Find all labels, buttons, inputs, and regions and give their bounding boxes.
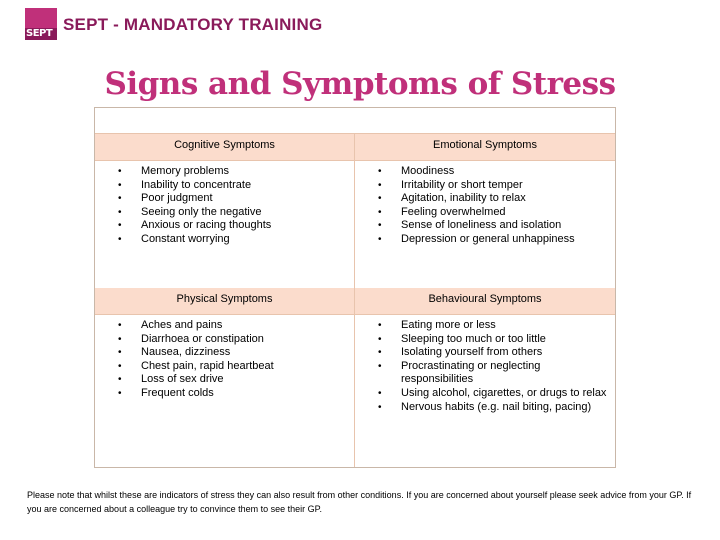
slide-title: Signs and Symptoms of Stress: [104, 66, 616, 102]
logo-text: SEPT: [26, 28, 53, 39]
table-top-strip: [95, 108, 615, 134]
list-item: • Inability to concentrate: [95, 179, 354, 193]
list-item: • Moodiness: [355, 165, 615, 179]
list-item: • Depression or general unhappiness: [355, 233, 615, 247]
list-item: • Loss of sex drive: [95, 373, 354, 387]
list-item: • Sleeping too much or too little: [355, 333, 615, 347]
behavioural-cell: [355, 315, 615, 467]
list-item: • Isolating yourself from others: [355, 346, 615, 360]
list-item: • Feeling overwhelmed: [355, 206, 615, 220]
sept-logo: [25, 8, 57, 40]
list-item: • Frequent colds: [95, 387, 354, 401]
list-item: • Poor judgment: [95, 192, 354, 206]
list-item: • Irritability or short temper: [355, 179, 615, 193]
physical-cell: [95, 315, 355, 467]
emotional-cell: [355, 161, 615, 288]
list-item: • Constant worrying: [95, 233, 354, 247]
cognitive-cell: [95, 161, 355, 288]
symptoms-table: [94, 107, 616, 468]
list-item: • Procrastinating or neglecting responsibilities: [355, 360, 615, 387]
list-item: • Memory problems: [95, 165, 354, 179]
list-item: • Seeing only the negative: [95, 206, 354, 220]
footnote: Please note that whilst these are indicators of stress they can also result from other conditions. If you are concerned about yourself please seek advice from your GP. If you are concerned about a colleague try to convince them to see their GP.: [27, 490, 692, 514]
emotional-list: [355, 161, 615, 247]
list-item: • Nausea, dizziness: [95, 346, 354, 360]
emotional-heading: Emotional Symptoms: [355, 134, 615, 161]
physical-list: [95, 315, 354, 401]
logo-top-block: [25, 8, 57, 28]
list-item: • Chest pain, rapid heartbeat: [95, 360, 354, 374]
list-item: • Agitation, inability to relax: [355, 192, 615, 206]
list-item: • Sense of loneliness and isolation: [355, 219, 615, 233]
list-item: • Anxious or racing thoughts: [95, 219, 354, 233]
list-item: • Diarrhoea or constipation: [95, 333, 354, 347]
list-item: • Eating more or less: [355, 319, 615, 333]
list-item: • Using alcohol, cigarettes, or drugs to relax: [355, 387, 615, 401]
cognitive-heading: Cognitive Symptoms: [95, 134, 355, 161]
list-item: • Aches and pains: [95, 319, 354, 333]
physical-heading: Physical Symptoms: [95, 288, 355, 315]
cognitive-list: [95, 161, 354, 247]
list-item: • Nervous habits (e.g. nail biting, pacing): [355, 401, 615, 415]
behavioural-heading: Behavioural Symptoms: [355, 288, 615, 315]
header-title: SEPT - MANDATORY TRAINING: [63, 15, 323, 34]
behavioural-list: [355, 315, 615, 414]
